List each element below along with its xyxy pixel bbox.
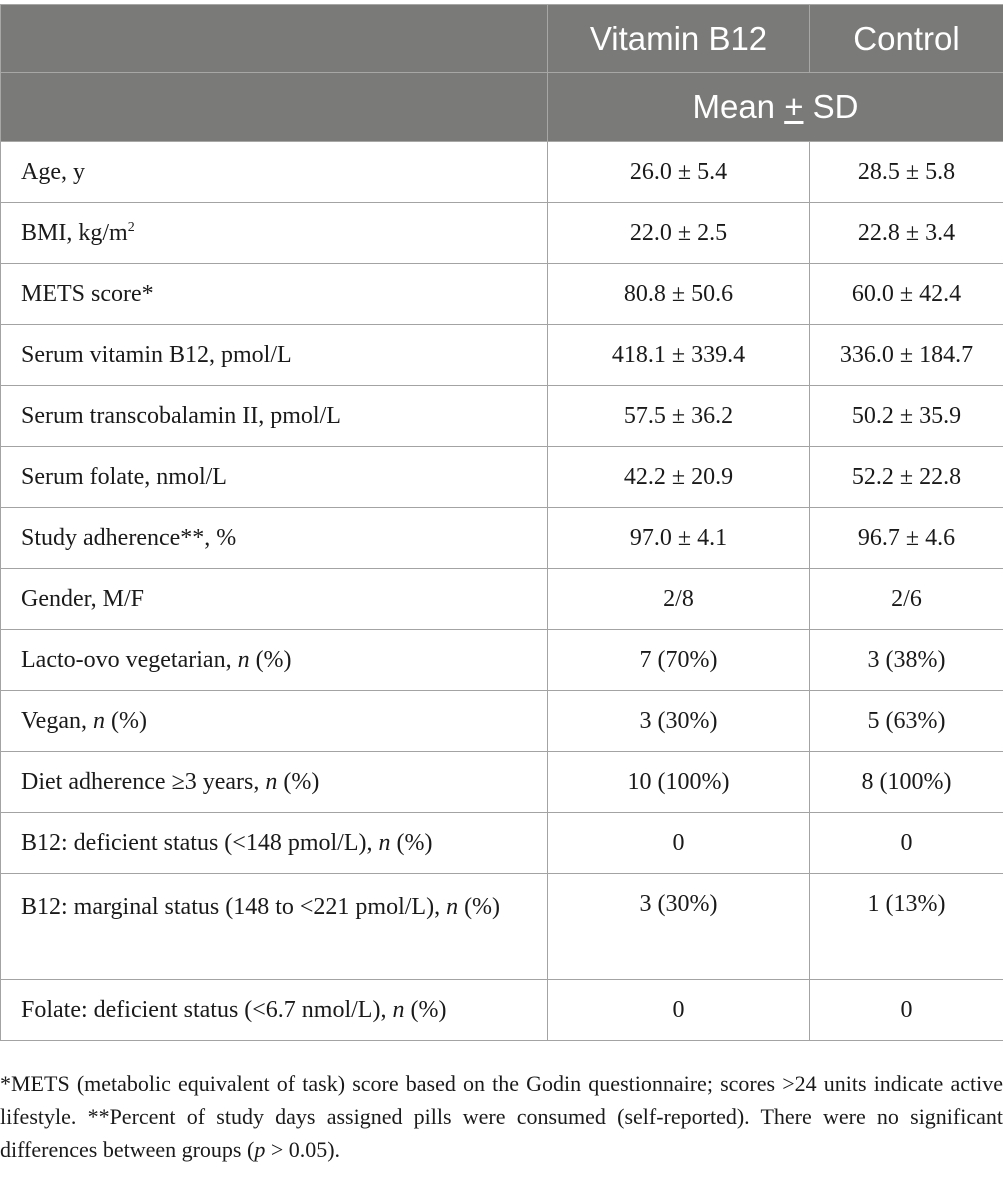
row-label-text: Gender, M/F — [21, 585, 145, 612]
footnote-p-symbol: p — [254, 1137, 266, 1162]
table-row — [1, 325, 1003, 386]
mean-sd-pre: Mean — [692, 88, 785, 125]
control-value: 5 (63%) — [810, 691, 1003, 752]
row-label — [1, 569, 548, 630]
row-label-text: B12: marginal status (148 to <221 pmol/L), — [21, 894, 447, 920]
row-label — [1, 508, 548, 569]
table-row — [1, 752, 1003, 813]
table-row — [1, 386, 1003, 447]
header-empty-cell-2 — [1, 73, 548, 142]
row-label-n-symbol: n — [265, 768, 278, 795]
row-label — [1, 980, 548, 1041]
header-vitamin-b12: Vitamin B12 — [548, 5, 810, 73]
vitamin-b12-value: 7 (70%) — [548, 630, 810, 691]
vitamin-b12-value: 10 (100%) — [548, 752, 810, 813]
row-label-suffix: (%) — [104, 707, 147, 734]
plus-minus-sign: + — [784, 88, 804, 125]
row-label-n-symbol: n — [237, 646, 250, 673]
row-label-n-symbol: n — [392, 996, 405, 1023]
control-value: 3 (38%) — [810, 630, 1003, 691]
table-header — [1, 5, 1003, 142]
table-row — [1, 264, 1003, 325]
row-label-n-symbol: n — [92, 707, 105, 734]
header-row-statistic — [1, 73, 1003, 142]
row-label-text: B12: deficient status (<148 pmol/L), — [21, 829, 379, 856]
table-row — [1, 630, 1003, 691]
row-label-suffix: (%) — [249, 646, 292, 673]
row-label-n-symbol: n — [378, 829, 391, 856]
row-label-n-symbol: n — [446, 894, 459, 920]
row-label — [1, 203, 548, 264]
table-row — [1, 142, 1003, 203]
table-row — [1, 874, 1003, 980]
control-value: 96.7 ± 4.6 — [810, 508, 1003, 569]
table-row — [1, 508, 1003, 569]
table-row — [1, 203, 1003, 264]
row-label — [1, 264, 548, 325]
row-label-text: Lacto-ovo vegetarian, — [21, 646, 238, 673]
row-label — [1, 813, 548, 874]
row-label-text: Vegan, — [21, 707, 93, 734]
control-value: 1 (13%) — [810, 874, 1003, 980]
table-body — [1, 142, 1003, 1041]
table-row — [1, 980, 1003, 1041]
row-label-text: Serum folate, nmol/L — [21, 463, 227, 490]
control-value: 22.8 ± 3.4 — [810, 203, 1003, 264]
vitamin-b12-value: 22.0 ± 2.5 — [548, 203, 810, 264]
row-label-text: BMI, kg/m — [21, 219, 128, 246]
header-row-groups — [1, 5, 1003, 73]
control-value: 60.0 ± 42.4 — [810, 264, 1003, 325]
vitamin-b12-value: 0 — [548, 980, 810, 1041]
table-row — [1, 569, 1003, 630]
mean-sd-post: SD — [803, 88, 859, 125]
row-label-text: METS score* — [21, 280, 154, 307]
row-label-text: Serum vitamin B12, pmol/L — [21, 341, 292, 368]
vitamin-b12-value: 3 (30%) — [548, 874, 810, 980]
row-label — [1, 386, 548, 447]
control-value: 50.2 ± 35.9 — [810, 386, 1003, 447]
control-value: 52.2 ± 22.8 — [810, 447, 1003, 508]
control-value: 0 — [810, 813, 1003, 874]
row-label-suffix: (%) — [404, 996, 447, 1023]
footnote-text-end: > 0.05). — [265, 1137, 341, 1162]
row-label-text: Diet adherence ≥3 years, — [21, 768, 266, 795]
header-mean-sd — [548, 73, 1003, 142]
vitamin-b12-value: 57.5 ± 36.2 — [548, 386, 810, 447]
control-value: 8 (100%) — [810, 752, 1003, 813]
row-label — [1, 325, 548, 386]
row-label-text: Serum transcobalamin II, pmol/L — [21, 402, 341, 429]
row-label — [1, 874, 548, 980]
table-row — [1, 813, 1003, 874]
control-value: 2/6 — [810, 569, 1003, 630]
control-value: 336.0 ± 184.7 — [810, 325, 1003, 386]
vitamin-b12-value: 3 (30%) — [548, 691, 810, 752]
footnote-text: *METS (metabolic equivalent of task) score based on the Godin questionnaire; scores >24 units indicate active lifestyle. **Percent of study days assigned pills were consumed (self-reported). There were no significant differences between groups ( — [0, 1071, 1003, 1162]
row-label-text: Study adherence**, % — [21, 524, 237, 551]
vitamin-b12-value: 97.0 ± 4.1 — [548, 508, 810, 569]
row-label — [1, 691, 548, 752]
row-label-text: Age, y — [21, 158, 85, 185]
header-control: Control — [810, 5, 1003, 73]
row-label — [1, 752, 548, 813]
vitamin-b12-value: 2/8 — [548, 569, 810, 630]
table-row — [1, 691, 1003, 752]
row-label — [1, 142, 548, 203]
vitamin-b12-value: 0 — [548, 813, 810, 874]
header-empty-cell — [1, 5, 548, 73]
vitamin-b12-value: 418.1 ± 339.4 — [548, 325, 810, 386]
vitamin-b12-value: 26.0 ± 5.4 — [548, 142, 810, 203]
control-value: 28.5 ± 5.8 — [810, 142, 1003, 203]
row-label-suffix: (%) — [277, 768, 320, 795]
vitamin-b12-value: 42.2 ± 20.9 — [548, 447, 810, 508]
control-value: 0 — [810, 980, 1003, 1041]
row-label-suffix: (%) — [458, 894, 501, 920]
table-row — [1, 447, 1003, 508]
row-label — [1, 630, 548, 691]
vitamin-b12-value: 80.8 ± 50.6 — [548, 264, 810, 325]
baseline-characteristics-table — [0, 4, 1003, 1041]
row-label — [1, 447, 548, 508]
row-label-superscript: 2 — [127, 219, 135, 235]
table-footnote — [0, 1067, 1003, 1166]
row-label-text: Folate: deficient status (<6.7 nmol/L), — [21, 996, 393, 1023]
row-label-suffix: (%) — [390, 829, 433, 856]
